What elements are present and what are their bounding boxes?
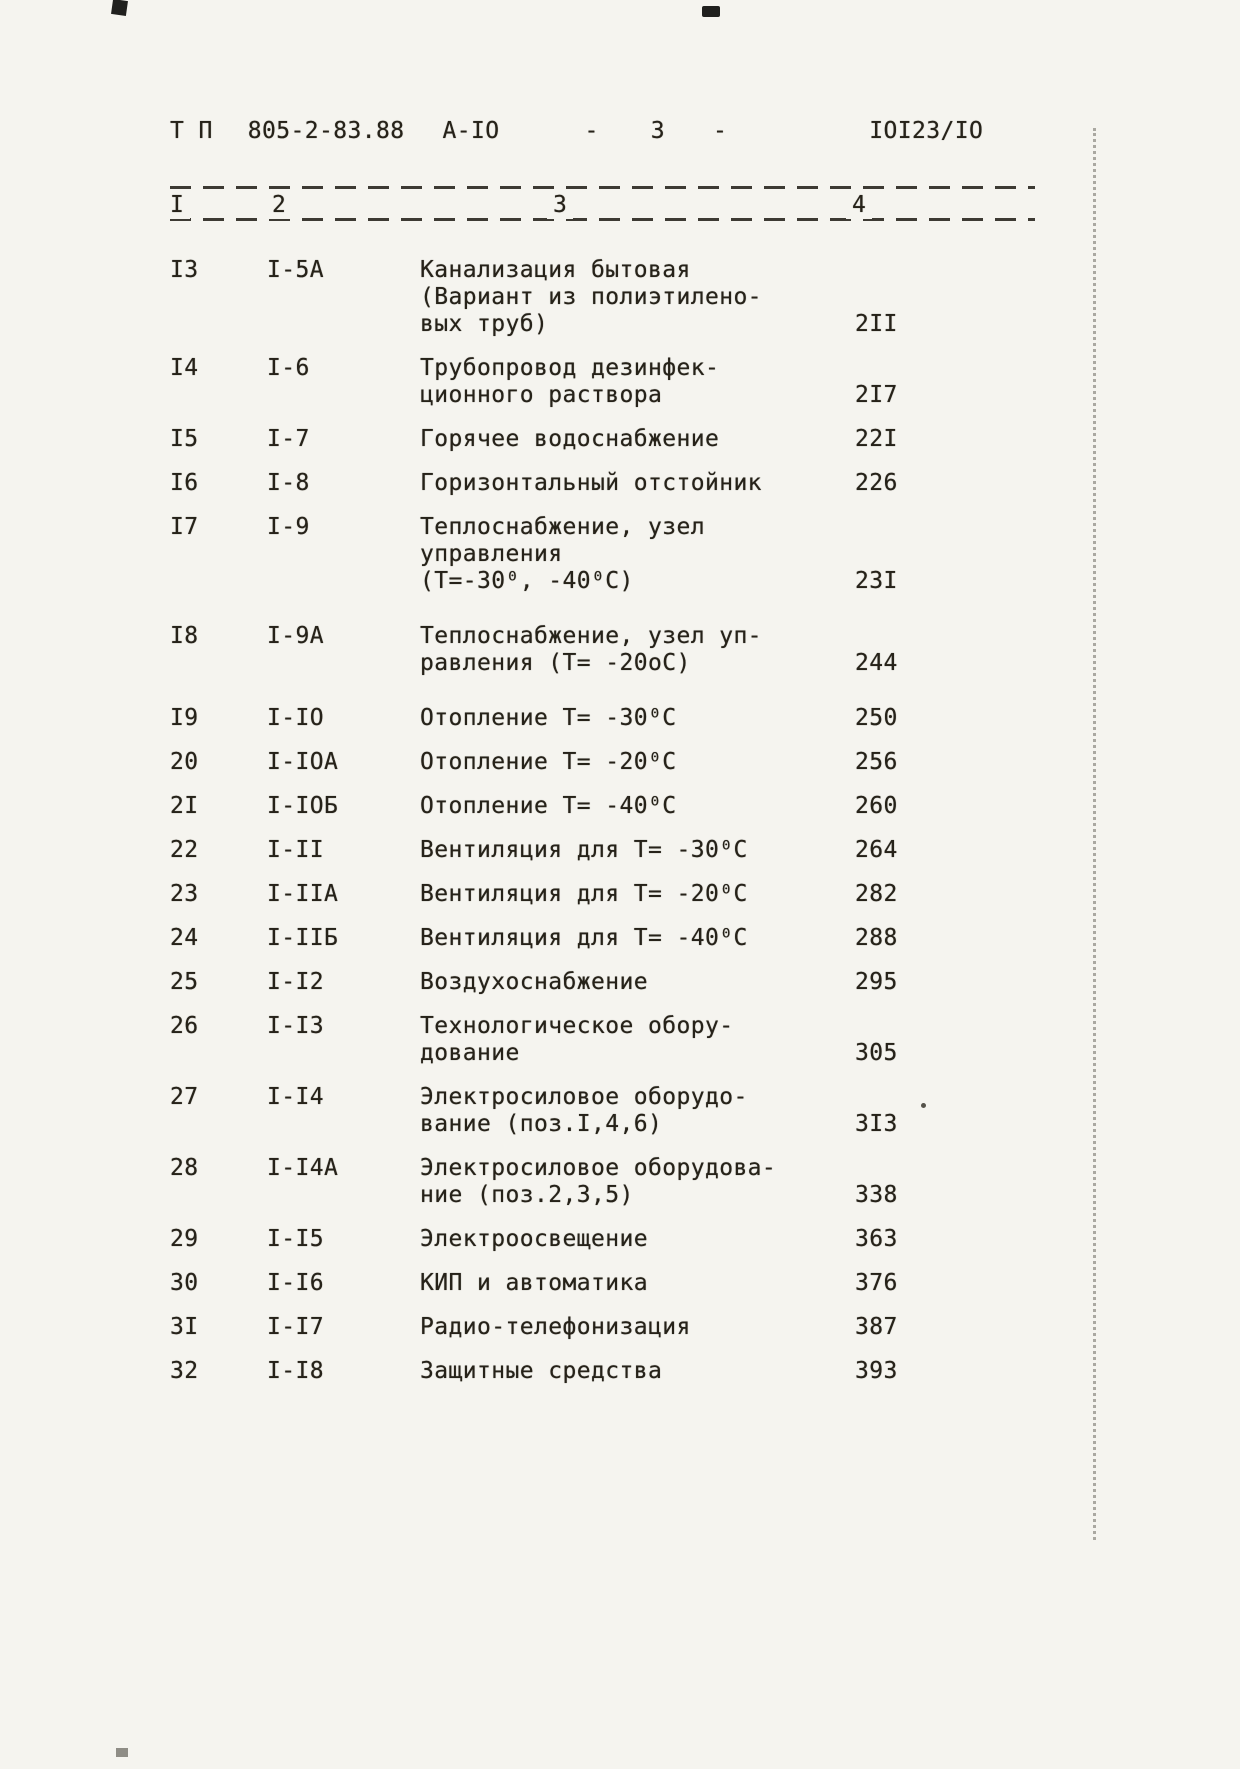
row-number: 27 [170,1084,199,1110]
table-column-ruler [170,189,1035,227]
row-description [420,1270,855,1297]
row-page-number: 295 [855,969,898,995]
description-line: Канализация бытовая [420,257,691,283]
row-number: 3I [170,1314,199,1340]
description-line: Горизонтальный отстойник [420,470,762,496]
description-line: Отопление Т= -40⁰С [420,793,677,819]
row-code: I-IIБ [267,925,339,951]
description-line: Электроосвещение [420,1226,648,1252]
description-line: КИП и автоматика [420,1270,648,1296]
row-code: I-6 [267,355,310,381]
row-description [420,257,855,338]
description-line: Защитные средства [420,1358,663,1384]
row-description [420,925,855,952]
row-code: I-IOБ [267,793,339,819]
description-line: управления [420,541,563,567]
description-line: Вентиляция для Т= -20⁰С [420,881,748,907]
doc-number: 805-2-83.88 [247,118,405,144]
row-number: 22 [170,837,199,863]
table-row [170,1226,1240,1253]
row-page-number: 244 [855,650,898,676]
row-number: I8 [170,623,199,649]
description-line: Воздухоснабжение [420,969,648,995]
row-description [420,793,855,820]
table-row [170,1358,1240,1385]
row-code: I-IOА [267,749,339,775]
row-number: 29 [170,1226,199,1252]
table-row [170,514,1240,595]
row-page-number: 2II [855,311,898,337]
row-page-number: 338 [855,1182,898,1208]
row-number: 28 [170,1155,199,1181]
row-description [420,969,855,996]
row-page-number: 305 [855,1040,898,1066]
table-row [170,257,1240,338]
scan-artifact [702,6,720,17]
row-description [420,837,855,864]
description-line: вание (поз.I,4,6) [420,1111,663,1137]
row-number: I3 [170,257,199,283]
row-page-number: 22I [855,426,898,452]
table-row [170,925,1240,952]
table-row [170,793,1240,820]
description-line: Отопление Т= -30⁰С [420,705,677,731]
description-line: Горячее водоснабжение [420,426,720,452]
description-line: Вентиляция для Т= -30⁰С [420,837,748,863]
column-number-2: 2 [266,192,292,219]
table-row [170,1084,1240,1138]
row-page-number: 260 [855,793,898,819]
description-line: (Вариант из полиэтилено- [420,284,762,310]
table-row [170,470,1240,497]
row-description [420,1155,855,1209]
row-description [420,514,855,595]
row-page-number: 387 [855,1314,898,1340]
row-code: I-I2 [267,969,324,995]
table-row [170,705,1240,732]
table-row [170,881,1240,908]
row-description [420,749,855,776]
scan-artifact [116,1748,128,1757]
column-number-4: 4 [846,192,872,219]
description-line: Радио-телефонизация [420,1314,691,1340]
table-row [170,1314,1240,1341]
table-row [170,1155,1240,1209]
sheet-number: 3 [650,118,665,144]
row-code: I-9 [267,514,310,540]
album-code: А-IO [442,118,500,144]
row-number: 24 [170,925,199,951]
description-line: дование [420,1040,520,1066]
document-header [170,118,1240,145]
description-line: Теплоснабжение, узел уп- [420,623,762,649]
description-line: Отопление Т= -20⁰С [420,749,677,775]
row-page-number: 226 [855,470,898,496]
row-number: I5 [170,426,199,452]
row-code: I-I4 [267,1084,324,1110]
row-page-number: 264 [855,837,898,863]
description-line: Технологическое обору- [420,1013,734,1039]
row-description [420,426,855,453]
row-number: I7 [170,514,199,540]
row-description [420,1226,855,1253]
table-row [170,1270,1240,1297]
row-description [420,881,855,908]
row-code: I-I7 [267,1314,324,1340]
row-code: I-7 [267,426,310,452]
row-number: 32 [170,1358,199,1384]
table-row [170,837,1240,864]
description-line: (Т=-30⁰, -40⁰С) [420,568,634,594]
sheet-dash-right: - [712,118,728,144]
row-number: 23 [170,881,199,907]
row-page-number: 3I3 [855,1111,898,1137]
row-description [420,705,855,732]
description-line: вых труб) [420,311,549,337]
description-line: Вентиляция для Т= -40⁰С [420,925,748,951]
row-number: 30 [170,1270,199,1296]
row-page-number: 393 [855,1358,898,1384]
row-description [420,355,855,409]
toc-table [170,257,1240,1385]
row-description [420,470,855,497]
table-row [170,1013,1240,1067]
column-number-3: 3 [547,192,573,219]
row-code: I-I8 [267,1358,324,1384]
row-code: I-IO [267,705,324,731]
row-number: 20 [170,749,199,775]
row-number: 2I [170,793,199,819]
row-number: I4 [170,355,199,381]
row-code: I-I5 [267,1226,324,1252]
row-description [420,1013,855,1067]
row-code: I-9А [267,623,324,649]
row-code: I-I3 [267,1013,324,1039]
row-number: 26 [170,1013,199,1039]
row-page-number: 376 [855,1270,898,1296]
row-page-number: 288 [855,925,898,951]
table-row [170,623,1240,677]
description-line: Электросиловое оборудова- [420,1155,777,1181]
description-line: ние (поз.2,3,5) [420,1182,634,1208]
row-page-number: 23I [855,568,898,594]
row-description [420,623,855,677]
description-line: Теплоснабжение, узел [420,514,705,540]
row-code: I-IIА [267,881,339,907]
table-row [170,969,1240,996]
description-line: Трубопровод дезинфек- [420,355,720,381]
scan-artifact [111,0,128,16]
row-page-number: 2I7 [855,382,898,408]
row-code: I-II [267,837,324,863]
row-code: I-I6 [267,1270,324,1296]
row-description [420,1314,855,1341]
sheet-dash-left: - [584,118,599,144]
scan-artifact-dotted-line [1093,128,1096,1540]
doc-type-label: Т П [170,118,213,144]
inventory-number: IOI23/IO [869,118,984,144]
column-number-1: I [164,192,190,219]
description-line: равления (Т= -20оС) [420,650,691,676]
table-row [170,426,1240,453]
row-code: I-8 [267,470,310,496]
table-row [170,749,1240,776]
table-row [170,355,1240,409]
row-code: I-5А [267,257,324,283]
row-page-number: 256 [855,749,898,775]
scan-artifact [921,1103,926,1108]
row-description [420,1084,855,1138]
row-number: I6 [170,470,199,496]
description-line: Электросиловое оборудо- [420,1084,748,1110]
row-page-number: 282 [855,881,898,907]
row-page-number: 363 [855,1226,898,1252]
row-page-number: 250 [855,705,898,731]
row-number: I9 [170,705,199,731]
table-column-ruler-line [170,218,1035,221]
row-description [420,1358,855,1385]
description-line: ционного раствора [420,382,663,408]
row-code: I-I4А [267,1155,339,1181]
row-number: 25 [170,969,199,995]
